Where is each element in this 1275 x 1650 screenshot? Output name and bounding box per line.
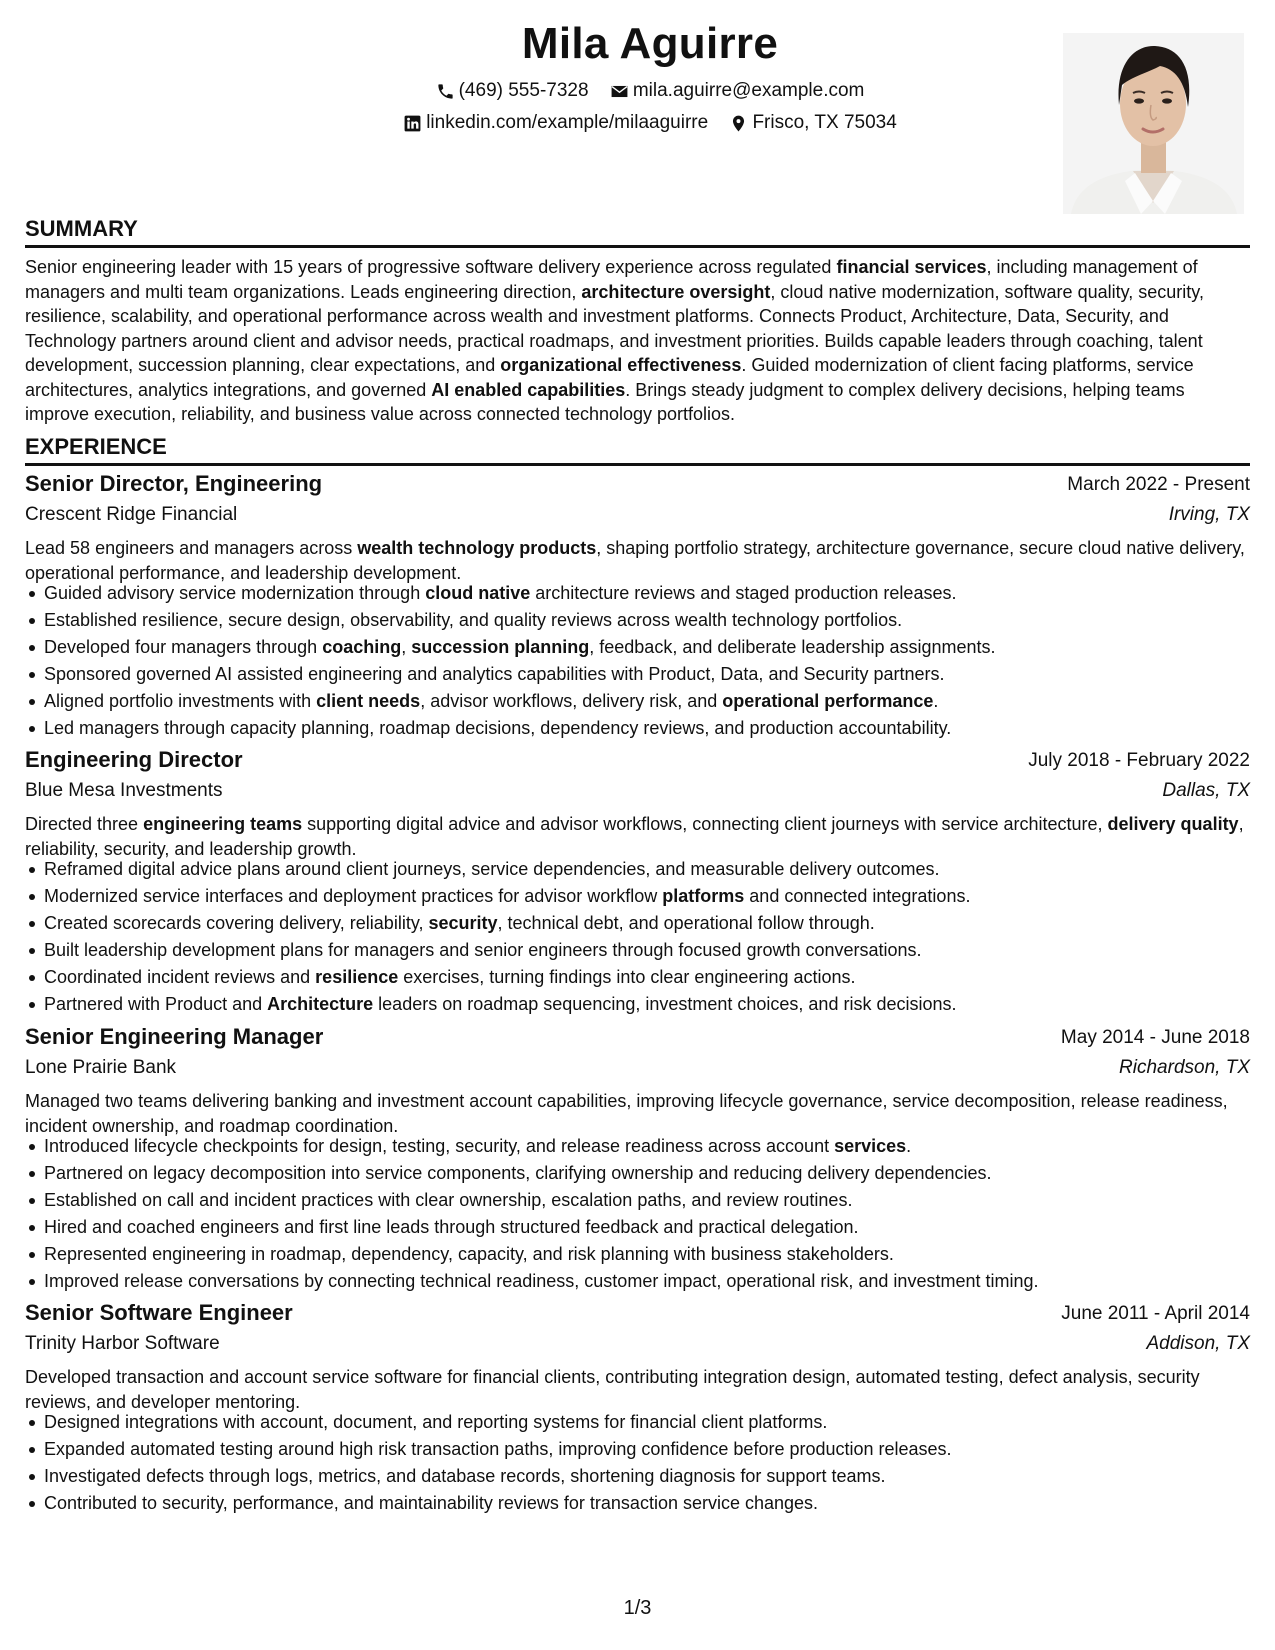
text-run: . Brings steady judgment to complex delivery decisions, helping teams improve execution, reliability, and business value across connected technology portfolios. xyxy=(25,379,1185,424)
phone-icon xyxy=(436,82,455,101)
bold-keyword: services xyxy=(834,1136,907,1156)
bullet-item xyxy=(25,883,1250,910)
location-contact xyxy=(729,112,896,134)
job-summary xyxy=(25,1089,1250,1138)
bold-keyword: architecture oversight xyxy=(581,281,771,302)
text-run: Contributed to security, performance, and maintainability reviews for transaction service changes. xyxy=(44,1493,819,1513)
bullet-item xyxy=(25,1268,1250,1295)
job-dates: June 2011 - April 2014 xyxy=(1061,1303,1250,1324)
job-summary xyxy=(25,812,1250,861)
job-dates: March 2022 - Present xyxy=(1067,474,1250,495)
resume-page xyxy=(25,0,1250,1650)
email-contact[interactable] xyxy=(610,80,865,102)
job-summary xyxy=(25,1365,1250,1414)
bold-keyword: resilience xyxy=(315,967,399,987)
text-run: exercises, turning findings into clear engineering actions. xyxy=(398,967,856,987)
job-title: Engineering Director xyxy=(25,747,243,772)
text-run: Managed two teams delivering banking and investment account capabilities, improving lifecycle governance, service decomposition, release readiness, incident ownership, and roadmap coordination. xyxy=(25,1091,1228,1136)
text-run: Expanded automated testing around high risk transaction paths, improving confidence before production releases. xyxy=(44,1439,952,1459)
bold-keyword: coaching xyxy=(322,637,402,657)
linkedin-url[interactable]: linkedin.com/example/milaaguirre xyxy=(426,112,709,133)
text-run: Partnered on legacy decomposition into service components, clarifying ownership and reducing delivery dependencies. xyxy=(44,1163,992,1183)
text-run: Improved release conversations by connecting technical readiness, customer impact, operational risk, and investment timing. xyxy=(44,1271,1039,1291)
text-run: . xyxy=(906,1136,912,1156)
text-run: Guided advisory service modernization through xyxy=(44,583,426,603)
phone-number: (469) 555-7328 xyxy=(458,80,589,101)
job-summary xyxy=(25,536,1250,585)
job-company: Lone Prairie Bank xyxy=(25,1057,177,1078)
text-run: Led managers through capacity planning, roadmap decisions, dependency reviews, and production accountability. xyxy=(44,718,952,738)
text-run: Senior engineering leader with 15 years of progressive software delivery experience across regulated xyxy=(25,257,837,277)
bullet-item xyxy=(25,1133,1250,1160)
experience-heading: EXPERIENCE xyxy=(25,434,167,459)
job-company: Crescent Ridge Financial xyxy=(25,504,238,525)
bold-keyword: Architecture xyxy=(267,994,374,1014)
bullet-item xyxy=(25,580,1250,607)
experience-rule xyxy=(25,463,1250,466)
text-run: architecture reviews and staged production releases. xyxy=(530,583,957,603)
text-run: , reliability, security, and leadership growth. xyxy=(25,814,1244,859)
job-bullets xyxy=(25,1409,1250,1517)
text-run: Developed transaction and account service software for financial clients, contributing integration design, automated testing, defect analysis, security reviews, and developer mentoring. xyxy=(25,1367,1200,1412)
job-dates: July 2018 - February 2022 xyxy=(1028,750,1250,771)
linkedin-contact[interactable] xyxy=(403,112,708,134)
text-run: Introduced lifecycle checkpoints for design, testing, security, and release readiness across account xyxy=(44,1136,835,1156)
text-run: Represented engineering in roadmap, dependency, capacity, and risk planning with business stakeholders. xyxy=(44,1244,894,1264)
job-title: Senior Director, Engineering xyxy=(25,471,323,496)
bold-keyword: security xyxy=(428,913,498,933)
text-run: Aligned portfolio investments with xyxy=(44,691,317,711)
job-company: Blue Mesa Investments xyxy=(25,780,223,801)
job-location: Irving, TX xyxy=(1168,504,1250,525)
bold-keyword: operational performance xyxy=(722,691,934,711)
text-run: and connected integrations. xyxy=(744,886,971,906)
bold-keyword: AI enabled capabilities xyxy=(431,379,626,400)
candidate-name: Mila Aguirre xyxy=(521,19,779,68)
text-run: . Guided modernization of client facing platforms, service architectures, analytics integrations, and governed xyxy=(25,355,1194,400)
text-run: Directed three xyxy=(25,814,144,834)
text-run: Created scorecards covering delivery, reliability, xyxy=(44,913,429,933)
job-dates: May 2014 - June 2018 xyxy=(1060,1027,1250,1048)
map-pin-icon xyxy=(729,114,748,133)
bullet-item xyxy=(25,1463,1250,1490)
bold-keyword: organizational effectiveness xyxy=(500,355,742,375)
job-bullets xyxy=(25,1133,1250,1295)
job-title: Senior Engineering Manager xyxy=(25,1024,324,1049)
job-bullets xyxy=(25,580,1250,742)
text-run: , advisor workflows, delivery risk, and xyxy=(420,691,723,711)
text-run: , cloud native modernization, software quality, security, resilience, scalability, and operational performance across wealth and investment platforms. Connects Product, Architecture, Data, Security, and Technology partners around client and advisor needs, practical roadmaps, and investment priorities. Builds capable leaders through coaching, talent development, succession planning, clear expectations, and xyxy=(25,281,1204,375)
text-run: supporting digital advice and advisor workflows, connecting client journeys with service architecture, xyxy=(302,814,1108,834)
bullet-item xyxy=(25,856,1250,883)
job-location: Addison, TX xyxy=(1146,1333,1250,1354)
bullet-item xyxy=(25,1409,1250,1436)
bullet-item xyxy=(25,991,1250,1018)
summary-paragraph xyxy=(25,255,1250,427)
summary-heading: SUMMARY xyxy=(25,216,138,241)
text-run: , feedback, and deliberate leadership assignments. xyxy=(589,637,996,657)
bullet-item xyxy=(25,634,1250,661)
job-bullets xyxy=(25,856,1250,1018)
bullet-item xyxy=(25,1160,1250,1187)
text-run: Established on call and incident practices with clear ownership, escalation paths, and review routines. xyxy=(44,1190,853,1210)
job-location: Dallas, TX xyxy=(1162,780,1250,801)
bullet-item xyxy=(25,1436,1250,1463)
text-run: Partnered with Product and xyxy=(44,994,268,1014)
bold-keyword: cloud native xyxy=(425,583,531,603)
job-title: Senior Software Engineer xyxy=(25,1300,293,1325)
bold-keyword: financial services xyxy=(836,257,987,277)
summary-rule xyxy=(25,245,1250,248)
text-run: Modernized service interfaces and deployment practices for advisor workflow xyxy=(44,886,663,906)
bullet-item xyxy=(25,1241,1250,1268)
bullet-item xyxy=(25,937,1250,964)
text-run: , shaping portfolio strategy, architecture governance, secure cloud native delivery, operational performance, and leadership development. xyxy=(25,538,1245,583)
text-run: Established resilience, secure design, observability, and quality reviews across wealth technology portfolios. xyxy=(44,610,903,630)
phone-contact xyxy=(436,80,589,102)
bullet-item xyxy=(25,1187,1250,1214)
bullet-item xyxy=(25,964,1250,991)
email-address[interactable]: mila.aguirre@example.com xyxy=(632,80,865,101)
bullet-item xyxy=(25,1490,1250,1517)
bullet-item xyxy=(25,661,1250,688)
bold-keyword: platforms xyxy=(662,886,745,906)
text-run: , technical debt, and operational follow through. xyxy=(497,913,875,933)
text-run: Designed integrations with account, document, and reporting systems for financial client platforms. xyxy=(44,1412,828,1432)
text-run: Hired and coached engineers and first line leads through structured feedback and practical delegation. xyxy=(44,1217,859,1237)
job-location: Richardson, TX xyxy=(1119,1057,1250,1078)
text-run: Investigated defects through logs, metrics, and database records, shortening diagnosis for support teams. xyxy=(44,1466,886,1486)
text-run: Lead 58 engineers and managers across xyxy=(25,538,358,558)
text-run: , xyxy=(401,637,412,657)
bold-keyword: client needs xyxy=(316,691,421,711)
text-run: Reframed digital advice plans around client journeys, service dependencies, and measurable delivery outcomes. xyxy=(44,859,940,879)
linkedin-icon xyxy=(403,114,422,133)
bold-keyword: wealth technology products xyxy=(357,538,597,558)
job-company: Trinity Harbor Software xyxy=(25,1333,220,1354)
bullet-item xyxy=(25,607,1250,634)
bullet-item xyxy=(25,1214,1250,1241)
page-number: 1/3 xyxy=(623,1597,652,1619)
text-run: leaders on roadmap sequencing, investment choices, and risk decisions. xyxy=(373,994,957,1014)
text-run: Developed four managers through xyxy=(44,637,323,657)
profile-photo xyxy=(1063,33,1244,214)
bold-keyword: engineering teams xyxy=(143,814,303,834)
text-run: Built leadership development plans for managers and senior engineers through focused growth conversations. xyxy=(44,940,922,960)
location-text: Frisco, TX 75034 xyxy=(752,112,897,133)
bold-keyword: delivery quality xyxy=(1107,814,1239,834)
text-run: . xyxy=(933,691,939,711)
text-run: Sponsored governed AI assisted engineering and analytics capabilities with Product, Data, and Security partners. xyxy=(44,664,945,684)
bullet-item xyxy=(25,715,1250,742)
bullet-item xyxy=(25,910,1250,937)
bullet-item xyxy=(25,688,1250,715)
text-run: Coordinated incident reviews and xyxy=(44,967,316,987)
bold-keyword: succession planning xyxy=(411,637,590,657)
text-run: , including management of managers and multi team organizations. Leads engineering direction, xyxy=(25,257,1198,302)
envelope-icon xyxy=(610,82,629,101)
